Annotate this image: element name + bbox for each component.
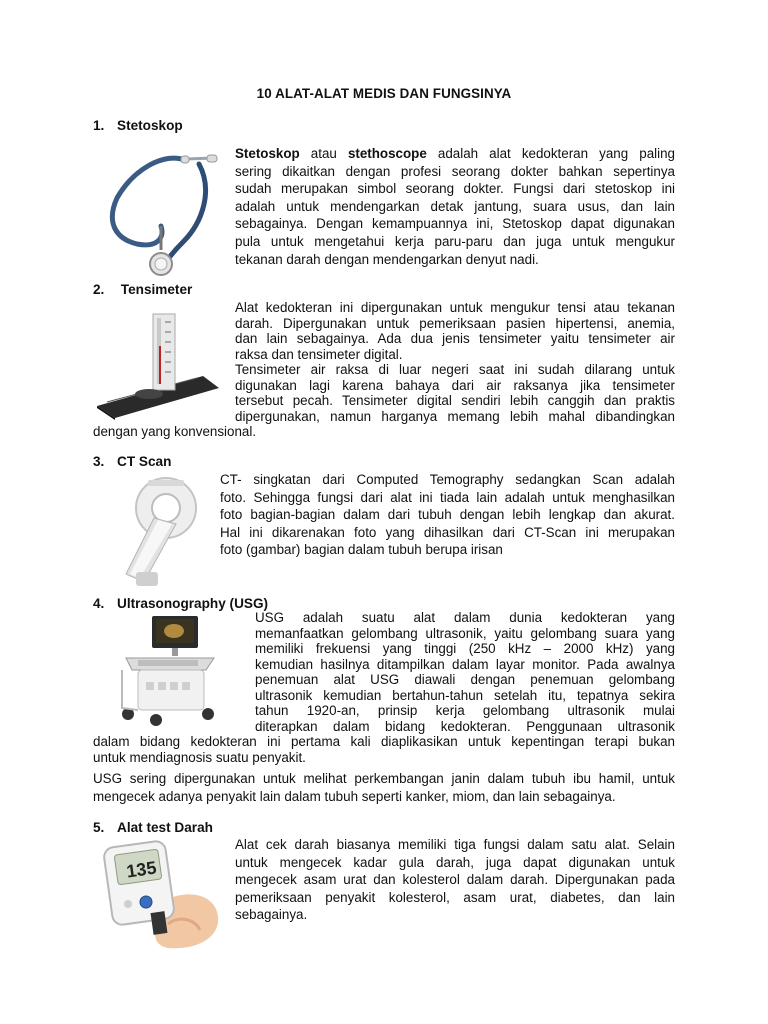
text-line: tekanan darah dengan mendengarkan denyut nadi. xyxy=(235,251,539,267)
text-line: memiliki frekuensi yang tinggi (250 kHz – 2000 kHz) yang xyxy=(255,641,675,656)
section-2-trailing: dengan yang konvensional. xyxy=(93,424,257,439)
text-line: USG adalah suatu alat dalam dunia kedokteran yang xyxy=(255,610,675,625)
text-line: adalah untuk mendengarkan detak jantung, suara usus, dan lain xyxy=(235,198,675,214)
text-line: untuk mendiagnosis suatu penyakit. xyxy=(93,749,306,765)
text-line: penemuan alat USG diawali dengan penemuan gelombang xyxy=(255,672,675,687)
section-3-body xyxy=(220,471,675,559)
tensimeter-image xyxy=(93,310,223,420)
text-line: Hal ini dikarenakan foto yang dihasilkan dari CT-Scan ini merupakan xyxy=(220,524,675,540)
text-line: foto (gambar) bagian dalam tubuh berupa irisan xyxy=(220,542,503,558)
ct-scan-image xyxy=(118,474,214,592)
text-line: sering dikaitkan dengan profesi seorang dokter bahkan sepertinya xyxy=(235,163,675,179)
text-line: darah. Dipergunakan untuk pemeriksaan pasien hipertensi, anemia, xyxy=(235,315,675,331)
text-line: Tensimeter air raksa di luar negeri saat ini sudah dilarang untuk xyxy=(235,362,675,377)
blood-test-device-image xyxy=(98,838,224,952)
text-line: sudah merupakan simbol seorang dokter. Fungsi dari stetoskop ini xyxy=(235,181,675,197)
text-line: ultrasonik kemudian bertahun-tahun setelah itu, tepatnya sekira xyxy=(255,687,675,703)
text-line: dan lain sebagainya. Ada dua jenis tensimeter yaitu tensimeter air xyxy=(235,331,675,346)
section-2-body xyxy=(235,300,675,424)
text-line: dalam bidang kedokteran ini pertama kali diaplikasikan untuk kepentingan terapi bukan xyxy=(93,734,675,749)
text-line: mengecek asam urat dan kolesterol dalam darah. Dipergunakan pada xyxy=(235,872,675,888)
stethoscope-image xyxy=(103,150,221,282)
section-5-heading: 5. Alat test Darah xyxy=(93,820,213,835)
section-4-trailing xyxy=(93,734,675,765)
text-line: digunakan lagi karena bahaya dari air raksanya jika tensimeter xyxy=(235,377,675,393)
text-line: diterapkan dalam bidang kedokteran. Penggunaan ultrasonik xyxy=(255,718,675,734)
section-5-body xyxy=(235,836,675,924)
text-line: sebagainya. xyxy=(235,907,308,923)
text-line: mengecek adanya penyakit lain dalam tubuh seperti kanker, miom, dan lain sebagainya. xyxy=(93,788,616,804)
usg-image xyxy=(118,614,222,726)
text-line: Alat cek darah biasanya memiliki tiga fungsi dalam satu alat. Selain xyxy=(235,837,675,852)
section-4-body xyxy=(255,610,675,734)
text-line: foto bagian-bagian dalam dari tubuh dengan lebih lengkap dan akurat. xyxy=(220,507,675,523)
section-2-heading: 2. Tensimeter xyxy=(93,282,193,297)
text-line: tahun 1920-an, prinsip kerja gelombang ultrasonik mulai xyxy=(255,703,675,718)
text-line: pemeriksaan penyakit kolesterol, asam urat, diabetes, dan lain xyxy=(235,889,675,905)
text-line: Stetoskop atau stethoscope adalah alat kedokteran yang paling xyxy=(235,146,675,161)
device-reading: 135 xyxy=(125,857,158,882)
page-title: 10 ALAT-ALAT MEDIS DAN FUNGSINYA xyxy=(256,86,512,101)
text-line: raksa dan tensimeter digital. xyxy=(235,346,403,362)
text-line: memanfaatkan gelombang ultrasonik, yaitu gelombang suara yang xyxy=(255,625,675,641)
section-4-heading: 4. Ultrasonography (USG) xyxy=(93,596,269,611)
text-line: tersebut pecah. Tensimeter digital sendiri lebih canggih dan praktis xyxy=(235,393,675,408)
section-3-heading: 3. CT Scan xyxy=(93,454,172,469)
text-line: pula untuk mengetahui kerja paru-paru dan juga untuk mengukur xyxy=(235,233,675,249)
text-line: kemudian hasilnya ditampilkan dalam layar monitor. Pada awalnya xyxy=(255,656,675,672)
text-line: USG sering dipergunakan untuk melihat perkembangan janin dalam tubuh ibu hamil, untuk xyxy=(93,771,675,786)
text-line: sebagainya. Dengan kemampuannya ini, Stetoskop dapat digunakan xyxy=(235,216,675,232)
text-line: foto. Sehingga fungsi dari alat ini tiada lain adalah untuk menghasilkan xyxy=(220,489,675,505)
text-line: CT- singkatan dari Computed Temography sedangkan Scan adalah xyxy=(220,472,675,487)
section-1-heading: 1. Stetoskop xyxy=(93,118,183,133)
section-4-extra xyxy=(93,770,675,805)
text-line: dipergunakan, namun harganya memang lebih mahal dibandingkan xyxy=(235,408,675,424)
text-line: Alat kedokteran ini dipergunakan untuk mengukur tensi atau tekanan xyxy=(235,300,675,315)
section-1-body xyxy=(235,145,675,268)
text-line: untuk mengecek kadar gula darah, juga dapat digunakan untuk xyxy=(235,854,675,870)
